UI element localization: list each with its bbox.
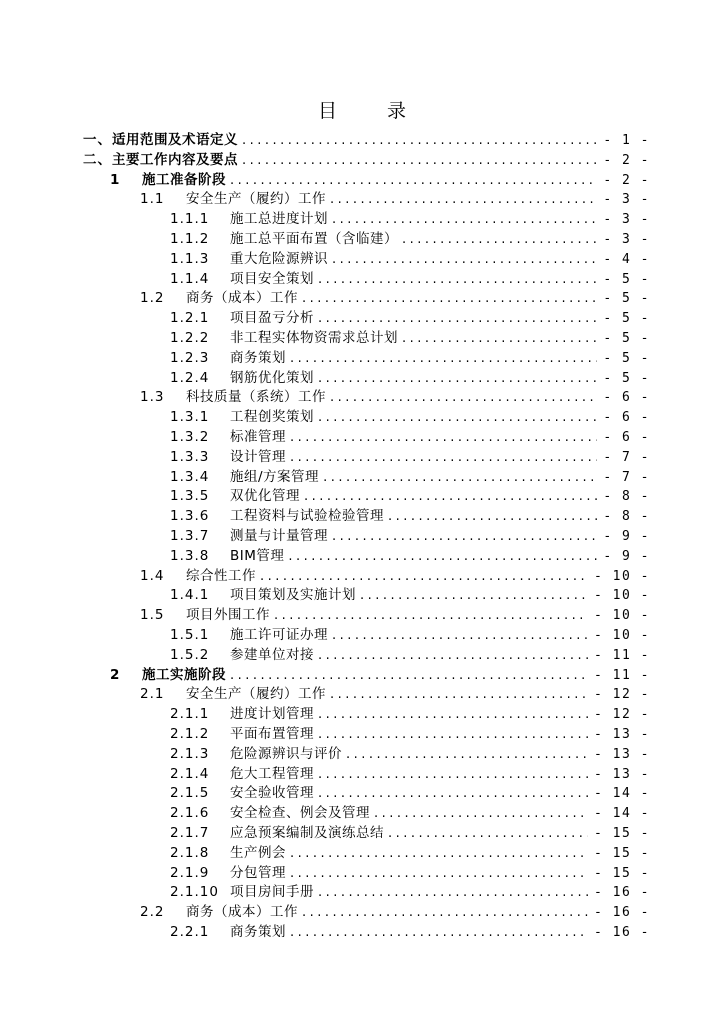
- toc-entry-page: - 2 -: [603, 172, 650, 188]
- toc-entry-number: 1.2.3: [170, 349, 210, 366]
- toc-entry-page: - 5 -: [603, 350, 650, 366]
- toc-entry-page: - 5 -: [603, 331, 650, 346]
- toc-entry-number: 1.1.1: [170, 211, 210, 228]
- toc-dot-leader: [242, 151, 597, 171]
- toc-entry-page: - 3 -: [603, 232, 650, 247]
- toc-entry-number: 2.1.6: [170, 805, 210, 822]
- toc-entry[interactable]: [170, 724, 650, 744]
- toc-entry[interactable]: [83, 150, 650, 170]
- toc-entry-number: 1.1.4: [170, 270, 210, 287]
- toc-entry[interactable]: [170, 467, 650, 487]
- toc-entry-number: 1.3.1: [170, 409, 210, 426]
- toc-entry-label: 钢筋优化策划: [230, 369, 314, 386]
- toc-entry-page: - 13 -: [594, 746, 650, 762]
- toc-entry-page: - 13 -: [594, 727, 650, 742]
- toc-entry-label: 安全生产（履约）工作: [186, 191, 326, 208]
- toc-dot-leader: [332, 626, 588, 646]
- toc-entry[interactable]: [170, 209, 650, 229]
- toc-entry[interactable]: [140, 288, 650, 308]
- toc-entry-label: 安全检查、例会及管理: [230, 805, 370, 822]
- toc-entry-page: - 6 -: [603, 410, 650, 426]
- toc-entry-page: - 12 -: [594, 687, 650, 703]
- toc-entry[interactable]: [170, 407, 650, 427]
- toc-dot-leader: [318, 369, 597, 389]
- toc-entry[interactable]: [170, 506, 650, 526]
- toc-entry-page: - 15 -: [594, 845, 650, 861]
- toc-entry-number: 2.1.5: [170, 785, 210, 802]
- toc-entry-label: 危险源辨识与评价: [230, 745, 342, 762]
- toc-entry-number: 1.3.6: [170, 508, 210, 525]
- toc-entry-page: - 16 -: [594, 925, 650, 940]
- toc-entry-label: 综合性工作: [186, 567, 256, 584]
- toc-entry-label: 科技质量（系统）工作: [186, 389, 326, 406]
- toc-entry-page: - 12 -: [594, 707, 650, 723]
- toc-entry[interactable]: [170, 486, 650, 506]
- toc-dot-leader: [330, 685, 588, 705]
- toc-entry-page: - 5 -: [603, 291, 650, 307]
- toc-entry-label: 标准管理: [230, 429, 286, 445]
- toc-entry-label: 项目盈亏分析: [230, 310, 314, 327]
- toc-dot-leader: [230, 666, 588, 686]
- toc-dot-leader: [332, 210, 597, 230]
- toc-dot-leader: [290, 448, 597, 468]
- toc-entry-page: - 11 -: [594, 647, 650, 663]
- toc-entry-page: - 9 -: [603, 529, 650, 544]
- toc-entry-label: 商务（成本）工作: [186, 290, 298, 307]
- toc-entry-label: 危大工程管理: [230, 765, 314, 782]
- toc-dot-leader: [290, 864, 588, 884]
- toc-dot-leader: [323, 468, 597, 488]
- toc-entry-number: 1.2: [140, 290, 165, 307]
- toc-entry-number: 一、: [83, 132, 112, 148]
- toc-entry-label: 参建单位对接: [230, 646, 314, 663]
- toc-entry-label: 测量与计量管理: [230, 528, 328, 544]
- toc-entry-label: 主要工作内容及要点: [112, 151, 238, 168]
- toc-entry-page: - 14 -: [594, 806, 650, 822]
- toc-entry-label: 施工实施阶段: [142, 666, 226, 683]
- toc-entry-number: 2.1.10: [170, 884, 219, 901]
- toc-dot-leader: [388, 507, 597, 527]
- toc-entry-number: 1.2.1: [170, 310, 210, 327]
- toc-entry[interactable]: [170, 645, 650, 665]
- toc-entry-number: 1.3.3: [170, 448, 210, 465]
- toc-dot-leader: [274, 606, 588, 626]
- toc-entry[interactable]: [170, 625, 650, 645]
- toc-entry-label: 安全验收管理: [230, 785, 314, 802]
- toc-entry-label: 商务策划: [230, 349, 286, 366]
- toc-entry-label: 进度计划管理: [230, 706, 314, 723]
- toc-dot-leader: [332, 527, 597, 547]
- toc-entry-page: - 5 -: [603, 271, 650, 287]
- toc-entry-number: 2.1.8: [170, 844, 210, 861]
- toc-entry-number: 1.2.2: [170, 330, 210, 346]
- toc-entry[interactable]: [140, 684, 650, 704]
- toc-dot-leader: [374, 804, 588, 824]
- toc-dot-leader: [402, 329, 597, 349]
- toc-entry[interactable]: [170, 328, 650, 348]
- toc-entry[interactable]: [170, 585, 650, 605]
- toc-entry[interactable]: [170, 764, 650, 784]
- toc-entry[interactable]: [140, 902, 650, 922]
- toc-entry-number: 2.1.9: [170, 864, 210, 881]
- toc-entry-number: 1: [110, 171, 121, 188]
- toc-entry[interactable]: [170, 863, 650, 883]
- toc-dot-leader: [290, 923, 588, 943]
- toc-title: 目 录: [317, 100, 429, 122]
- toc-entry-label: 施工许可证办理: [230, 627, 328, 643]
- toc-entry-label: 安全生产（履约）工作: [186, 686, 326, 703]
- toc-entry-number: 1.5.1: [170, 627, 210, 643]
- toc-entry-number: 1.4.1: [170, 587, 210, 604]
- toc-dot-leader: [318, 883, 588, 903]
- toc-entry-number: 1.5.2: [170, 646, 210, 663]
- toc-entry[interactable]: [170, 843, 650, 863]
- toc-entry-page: - 3 -: [603, 192, 650, 208]
- toc-dot-leader: [318, 725, 588, 745]
- toc-entry-number: 2.1.1: [170, 706, 210, 723]
- toc-dot-leader: [332, 250, 597, 270]
- toc-entry-label: 生产例会: [230, 844, 286, 861]
- toc-entry-page: - 15 -: [594, 826, 650, 841]
- toc-entry-label: 工程资料与试验检验管理: [230, 508, 384, 525]
- toc-dot-leader: [288, 547, 597, 567]
- toc-entry-number: 2.1.4: [170, 765, 210, 782]
- toc-entry[interactable]: [140, 566, 650, 586]
- toc-dot-leader: [360, 586, 588, 606]
- toc-entry[interactable]: [170, 308, 650, 328]
- toc-entry-page: - 16 -: [594, 885, 650, 901]
- toc-entry-number: 1.3: [140, 389, 165, 406]
- toc-entry[interactable]: [170, 922, 650, 942]
- toc-dot-leader: [318, 784, 588, 804]
- toc-dot-leader: [302, 289, 597, 309]
- toc-entry-number: 1.3.7: [170, 528, 210, 544]
- toc-dot-leader: [304, 487, 597, 507]
- toc-entry-number: 1.3.5: [170, 488, 210, 505]
- toc-dot-leader: [330, 190, 597, 210]
- toc-dot-leader: [318, 270, 597, 290]
- toc-entry-page: - 10 -: [594, 588, 650, 604]
- toc-entry[interactable]: [170, 427, 650, 447]
- toc-entry[interactable]: [140, 387, 650, 407]
- toc-entry-label: 施工总平面布置（含临建）: [230, 231, 398, 247]
- toc-entry[interactable]: [170, 823, 650, 843]
- toc-entry-number: 1.1.3: [170, 250, 210, 267]
- toc-entry[interactable]: [170, 348, 650, 368]
- toc-entry-label: 商务（成本）工作: [186, 904, 298, 921]
- toc-entry-label: 应急预案编制及演练总结: [230, 825, 384, 841]
- toc-entry-page: - 3 -: [603, 212, 650, 228]
- toc-dot-leader: [242, 131, 597, 151]
- toc-entry[interactable]: [170, 269, 650, 289]
- toc-entry-label: 设计管理: [230, 448, 286, 465]
- toc-entry-number: 2.1.7: [170, 825, 210, 841]
- toc-entry-number: 1.3.8: [170, 547, 210, 564]
- toc-entry-page: - 16 -: [594, 905, 650, 921]
- toc-entry-page: - 5 -: [603, 370, 650, 386]
- toc-entry-page: - 15 -: [594, 865, 650, 881]
- toc-entry-page: - 7 -: [603, 469, 650, 485]
- toc-entry-label: 项目房间手册: [230, 884, 314, 901]
- toc-entry-page: - 4 -: [603, 251, 650, 267]
- toc-dot-leader: [318, 765, 588, 785]
- toc-entry[interactable]: [170, 526, 650, 546]
- toc-dot-leader: [330, 388, 597, 408]
- toc-entry-label: BIM管理: [230, 547, 285, 564]
- toc-entry-page: - 10 -: [594, 608, 650, 624]
- toc-entry-number: 2.2.1: [170, 924, 210, 940]
- toc-entry-page: - 9 -: [603, 548, 650, 564]
- toc-entry-label: 重大危险源辨识: [230, 250, 328, 267]
- toc-entry-page: - 7 -: [603, 449, 650, 465]
- toc-entry-number: 1.3.4: [170, 468, 210, 485]
- toc-entry-number: 1.3.2: [170, 429, 210, 445]
- toc-dot-leader: [290, 844, 588, 864]
- toc-entry-page: - 8 -: [603, 489, 650, 505]
- toc-dot-leader: [318, 309, 597, 329]
- toc-dot-leader: [290, 428, 597, 448]
- toc-entry-number: 1.4: [140, 567, 165, 584]
- toc-entry-label: 分包管理: [230, 864, 286, 881]
- toc-entry-number: 1.1: [140, 191, 165, 208]
- toc-entry-number: 二、: [83, 151, 112, 168]
- toc-entry[interactable]: [110, 665, 650, 685]
- toc-dot-leader: [230, 171, 597, 191]
- toc-entry-page: - 2 -: [603, 152, 650, 168]
- toc-dot-leader: [318, 408, 597, 428]
- toc-entry-number: 1.5: [140, 607, 165, 624]
- toc-entry[interactable]: [83, 130, 650, 150]
- toc-dot-leader: [402, 230, 597, 250]
- toc-entry-label: 项目外围工作: [186, 607, 270, 624]
- toc-entry-number: 2: [110, 666, 121, 683]
- toc-dot-leader: [290, 349, 597, 369]
- toc-entry-number: 2.1: [140, 686, 165, 703]
- toc-entry[interactable]: [170, 882, 650, 902]
- toc-entry-label: 工程创奖策划: [230, 409, 314, 426]
- toc-entry-number: 1.2.4: [170, 369, 210, 386]
- toc-entry-page: - 6 -: [603, 390, 650, 406]
- toc-entry[interactable]: [170, 229, 650, 249]
- toc-dot-leader: [318, 705, 588, 725]
- toc-entry-label: 施工准备阶段: [142, 171, 226, 188]
- toc-entry-number: 2.1.2: [170, 726, 210, 742]
- toc-entry-number: 2.2: [140, 904, 165, 921]
- toc-entry-page: - 10 -: [594, 628, 650, 643]
- toc-entry-page: - 14 -: [594, 786, 650, 802]
- toc-entry[interactable]: [170, 783, 650, 803]
- toc-entry-page: - 10 -: [594, 568, 650, 584]
- toc-entry-page: - 8 -: [603, 509, 650, 525]
- toc-entry-label: 项目策划及实施计划: [230, 587, 356, 604]
- toc-entry[interactable]: [170, 803, 650, 823]
- toc-entry[interactable]: [170, 249, 650, 269]
- toc-entry[interactable]: [140, 605, 650, 625]
- toc-entry-label: 平面布置管理: [230, 726, 314, 742]
- toc-entry-label: 非工程实体物资需求总计划: [230, 330, 398, 346]
- toc-entry[interactable]: [170, 744, 650, 764]
- toc-entry-page: - 6 -: [603, 430, 650, 445]
- toc-entry[interactable]: [170, 447, 650, 467]
- toc-dot-leader: [346, 745, 588, 765]
- toc-entry-label: 适用范围及术语定义: [112, 132, 238, 148]
- toc-dot-leader: [302, 903, 588, 923]
- toc-entry-label: 施工总进度计划: [230, 211, 328, 228]
- toc-entry-label: 施组/方案管理: [230, 468, 320, 485]
- toc-entry-number: 1.1.2: [170, 231, 210, 247]
- toc-entry-page: - 5 -: [603, 311, 650, 327]
- toc-dot-leader: [388, 824, 588, 844]
- toc-entry-label: 项目安全策划: [230, 270, 314, 287]
- toc-entry-label: 商务策划: [230, 924, 286, 940]
- toc-entry-page: - 1 -: [603, 133, 650, 148]
- toc-dot-leader: [260, 567, 588, 587]
- toc-entry-label: 双优化管理: [230, 488, 300, 505]
- toc-entry[interactable]: [170, 368, 650, 388]
- toc-dot-leader: [318, 646, 588, 666]
- toc-entry-number: 2.1.3: [170, 745, 210, 762]
- toc-entry-page: - 11 -: [594, 667, 650, 683]
- toc-entry-page: - 13 -: [594, 766, 650, 782]
- toc-entry[interactable]: [110, 170, 650, 190]
- toc-entry[interactable]: [140, 189, 650, 209]
- toc-entry[interactable]: [170, 704, 650, 724]
- toc-entry[interactable]: [170, 546, 650, 566]
